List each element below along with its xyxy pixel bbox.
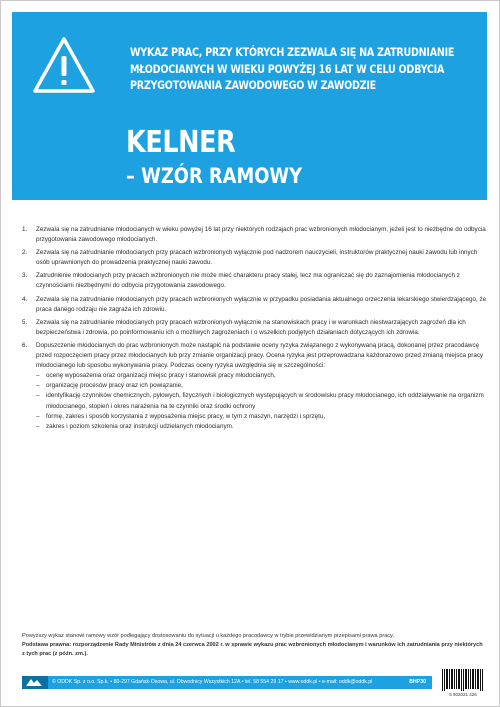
rule-text: Dopuszczenie młodocianych do prac wzbronionych może nastąpić na podstawie oceny ryzyka związanego z wykonywaną pracą, dokonanej przez pracodawcę przed rozpoczęciem pracy przez młodocianych lub przy zmianie organizacji pracy. Ocena ryzyka jest przeprowadzana każdorazowo przed zmianą miejsca pracy młodocianego lub sposobu wykonywania pracy. Podczas oceny ryzyka uwzględnia się w szczególności: [36, 341, 484, 370]
page-subtitle: – WZÓR RAMOWY [126, 164, 303, 188]
warning-icon [32, 36, 96, 94]
header-line: MŁODOCIANYCH W WIEKU POWYŻEJ 16 LAT W CELU ODBYCIA [130, 61, 445, 76]
list-item: – identyfikację czynników chemicznych, pyłowych, fizycznych i biologicznych występujących w środowisku pracy młodocianego, ich oddziaływanie na organizm młodocianego, stopień i okres narażenia na te czynniki oraz środki ochrony [36, 392, 484, 410]
header-line: PRZYGOTOWANIA ZAWODOWEGO W ZAWODZIE [130, 78, 376, 92]
barcode-number: 5 902021 426 [449, 692, 477, 697]
barcode-icon [440, 668, 486, 692]
rule-item [22, 248, 487, 268]
rule-number: 4. [22, 295, 28, 303]
disclaimer-note: Powyższy wykaz stanowi ramowy wzór podlegający dostosowaniu do sytuacji u każdego pracodawcy w trybie przewidzianym przepisami prawa pracy. [22, 633, 395, 639]
rule-item [22, 318, 487, 338]
rule-number: 2. [22, 249, 28, 257]
rule-number: 3. [22, 272, 28, 280]
rule-item [22, 295, 487, 315]
rule-text: Zatrudnienie młodocianych przy pracach wzbronionych nie może mieć charakteru pracy stałej, lecz ma ograniczać się do zaznajomienia młodocianych z czynnościami niezbędnymi do odbycia przygotowania zawodowego. [36, 272, 460, 290]
rule-number: 5. [22, 318, 28, 326]
list-item-text: formę, zakres i sposób korzystania z wyposażenia miejsc pracy, w tym z maszyn, narzędzi i sprzętu, [46, 412, 326, 420]
list-item: – formę, zakres i sposób korzystania z wyposażenia miejsc pracy, w tym z maszyn, narzędzi i sprzętu, [36, 412, 326, 420]
rule-item [22, 341, 487, 432]
header-line: WYKAZ PRAC, PRZY KTÓRYCH ZEZWALA SIĘ NA ZATRUDNIANIE [130, 45, 455, 59]
rule-item [22, 225, 487, 245]
list-item: – ocenę wyposażenia oraz organizacji miejsc pracy i stanowisk pracy młodocianych, [36, 372, 276, 380]
publisher-logo [22, 676, 48, 689]
rule-text: Zezwala się na zatrudnianie młodocianych w wieku powyżej 16 lat przy niektórych rodzajach prac wzbronionych młodocianym, jeżeli jest to niezbędne do odbycia przygotowania zawodowego młodocianych. [36, 226, 486, 244]
list-item-text: organizację procesów pracy oraz ich powiązanie, [46, 382, 183, 390]
legal-basis-note: Podstawa prawna: rozporządzenie Rady Ministrów z dnia 24 czerwca 2002 r. w sprawie wykazu prac wzbronionych młodocianym i warunków ich zatrudniania przy niektórych z tych prac (z późn. zm.). [22, 642, 483, 658]
rule-text: Zezwala się na zatrudnianie młodocianych przy pracach wzbronionych wyłącznie pod nadzorem nauczycieli, instruktorów praktycznej nauki zawodu lub innych osób uprawnionych do prowadzenia praktycznej nauki zawodu. [36, 249, 478, 267]
list-item-text: identyfikację czynników chemicznych, pyłowych, fizycznych i biologicznych występujących w środowisku pracy młodocianego, ich oddziaływanie na organizm młodocianego, stopień i okres narażenia na te czynniki oraz środki ochrony [46, 392, 484, 410]
rule-number: 6. [22, 341, 28, 349]
list-item-text: ocenę wyposażenia oraz organizacji miejsc pracy i stanowisk pracy młodocianych, [46, 372, 276, 380]
list-item: – organizację procesów pracy oraz ich powiązanie, [36, 382, 183, 390]
rule-number: 1. [22, 226, 28, 233]
header-description [130, 44, 455, 94]
risk-assessment-list [36, 371, 487, 432]
rule-text: Zezwala się na zatrudnianie młodocianych przy pracach wzbronionych wyłącznie w przypadku posiadania aktualnego orzeczenia lekarskiego stwierdzającego, że praca danego rodzaju nie zagraża ich zdrowiu. [36, 295, 487, 313]
rule-item [22, 271, 487, 291]
rule-text: Zezwala się na zatrudnianie młodocianych przy pracach wzbronionych wyłącznie na stanowiskach pracy i w warunkach niestwarzających zagrożeń dla ich bezpieczeństwa i zdrowia, po poinformowaniu ich o możliwych zagrożeniach i o wszelkich podjętych działaniach dotyczących ich zdrowia. [36, 318, 466, 336]
footer-notes [22, 632, 487, 660]
product-code: BHP30 [409, 679, 426, 685]
list-item: – zakres i poziom szkolenia oraz instrukcji udzielanych młodocianym. [36, 422, 234, 430]
list-item-text: zakres i poziom szkolenia oraz instrukcji udzielanych młodocianym. [46, 422, 234, 430]
header-banner [12, 12, 487, 200]
page-title: KELNER [126, 125, 236, 160]
publisher-bar [22, 676, 432, 689]
publisher-contact: © ODDK Sp. z o.o. Sp.k. • 80-297 Gdańsk-Osowa, ul. Obwodnicy Wszystkich 12A • tel. 58 554 29 17 • www.oddk.pl • e-mail: oddk@oddk.pl [52, 679, 373, 685]
logo-icon [22, 676, 48, 689]
rules-list [22, 225, 487, 435]
